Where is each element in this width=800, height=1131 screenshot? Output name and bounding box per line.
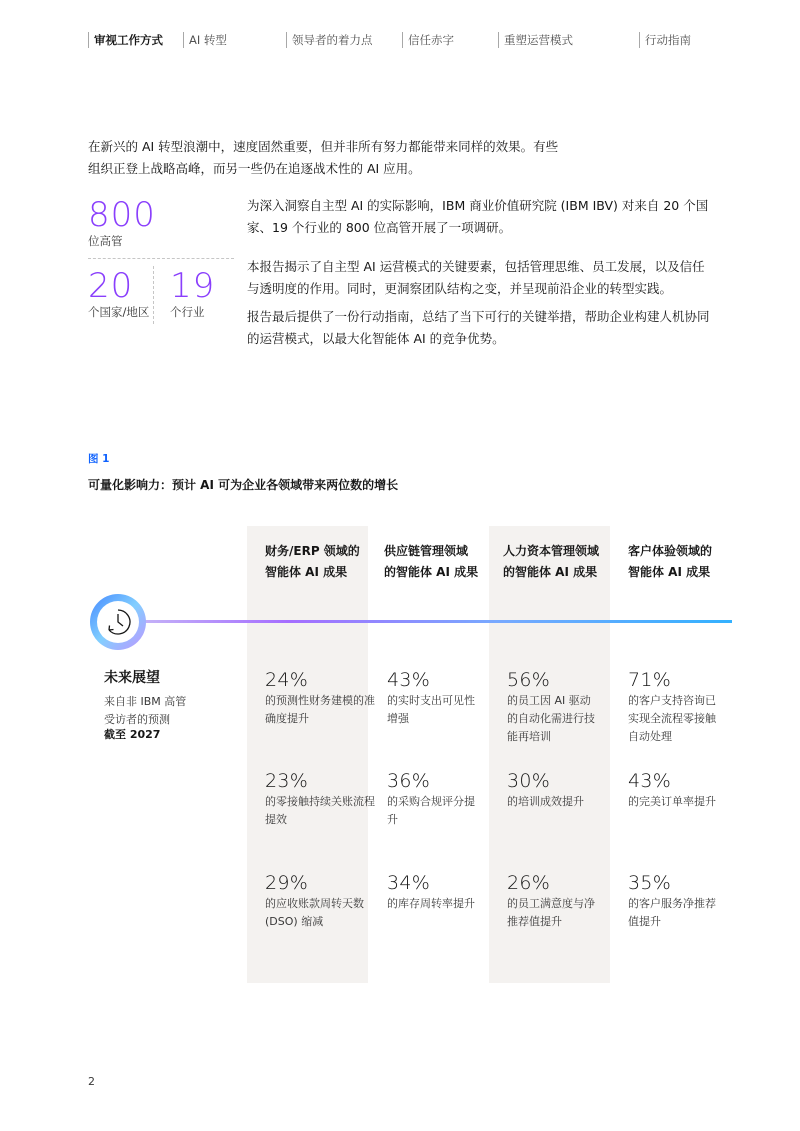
clock-icon <box>90 594 146 650</box>
stat-industries-value: 19 <box>170 266 216 306</box>
metric-item <box>387 872 477 913</box>
metric-description: 的培训成效提升 <box>507 795 584 808</box>
stat-countries-label: 个国家/地区 <box>88 305 150 319</box>
stat-executives-label: 位高管 <box>88 234 123 248</box>
clock-arrow-icon <box>97 601 139 643</box>
stat-industries-label: 个行业 <box>170 305 205 319</box>
metric-value: 35% <box>628 872 672 894</box>
metric-description: 的客户服务净推荐值提升 <box>628 897 716 928</box>
column-header-line: 智能体 AI 成果 <box>628 565 711 579</box>
metric-description: 的预测性财务建模的准确度提升 <box>265 694 375 725</box>
metric-description: 的采购合规评分提升 <box>387 795 475 826</box>
nav-item-operating-model[interactable]: 重塑运营模式 <box>504 33 573 47</box>
body-paragraph: 为深入洞察自主型 AI 的实际影响，IBM 商业价值研究院 (IBM IBV) 对来自 20 个国家、19 个行业的 800 位高管开展了一项调研。 <box>247 198 709 235</box>
body-paragraph: 报告最后提供了一份行动指南，总结了当下可行的关键举措，帮助企业构建人机协同的运营模式，以最大化智能体 AI 的竞争优势。 <box>247 309 710 346</box>
metric-item <box>265 872 375 931</box>
nav-item-leader-focus[interactable]: 领导者的着力点 <box>292 33 373 47</box>
stat-countries-value: 20 <box>88 266 134 306</box>
metric-description: 的应收账款周转天数 (DSO) 缩减 <box>265 897 364 928</box>
metric-description: 的实时支出可见性增强 <box>387 694 475 725</box>
metric-value: 30% <box>507 770 551 792</box>
metric-description: 的完美订单率提升 <box>628 795 716 808</box>
figure-label: 图 1 <box>88 453 110 465</box>
page-number: 2 <box>88 1075 95 1088</box>
column-header-line: 供应链管理领域 <box>384 544 469 558</box>
metric-description: 的员工满意度与净推荐值提升 <box>507 897 595 928</box>
metric-description: 的零接触持续关账流程提效 <box>265 795 375 826</box>
nav-divider <box>498 32 499 48</box>
metric-item <box>628 872 718 931</box>
column-header-line: 的智能体 AI 成果 <box>503 565 598 579</box>
metric-value: 43% <box>387 669 431 691</box>
metric-description: 的员工因 AI 驱动的自动化需进行技能再培训 <box>507 694 595 743</box>
stats-divider <box>88 258 234 259</box>
column-header-line: 的智能体 AI 成果 <box>384 565 479 579</box>
metric-value: 24% <box>265 669 309 691</box>
outlook-subtitle-line: 受访者的预测 <box>104 713 170 726</box>
metric-value: 56% <box>507 669 551 691</box>
stat-executives-value: 800 <box>88 195 156 235</box>
outlook-subtitle <box>104 693 186 729</box>
metric-value: 34% <box>387 872 431 894</box>
column-header-line: 智能体 AI 成果 <box>265 565 348 579</box>
nav-divider <box>639 32 640 48</box>
metric-item <box>507 669 597 746</box>
metric-item <box>507 770 597 811</box>
column-header-line: 财务/ERP 领域的 <box>265 544 360 558</box>
metric-item <box>387 770 477 829</box>
nav-divider <box>183 32 184 48</box>
nav-divider <box>402 32 403 48</box>
nav-divider <box>286 32 287 48</box>
metric-item <box>628 770 718 811</box>
column-header-line: 客户体验领域的 <box>628 544 713 558</box>
body-paragraph: 本报告揭示了自主型 AI 运营模式的关键要素，包括管理思维、员工发展，以及信任与透明度的作用。同时，更洞察团队结构之变，并呈现前沿企业的转型实践。 <box>247 259 705 296</box>
timeline-line <box>140 620 732 623</box>
metric-value: 26% <box>507 872 551 894</box>
metric-item <box>265 770 375 829</box>
outlook-title: 未来展望 <box>104 670 160 686</box>
metric-description: 的客户支持咨询已实现全流程零接触自动处理 <box>628 694 716 743</box>
nav-item-work-review[interactable]: 审视工作方式 <box>94 33 163 47</box>
stats-vertical-divider <box>153 266 154 324</box>
metric-description: 的库存周转率提升 <box>387 897 475 910</box>
column-header-finance <box>265 541 377 583</box>
nav-item-trust-deficit[interactable]: 信任赤字 <box>408 33 454 47</box>
metric-value: 23% <box>265 770 309 792</box>
column-header-line: 人力资本管理领域 <box>503 544 600 558</box>
figure-title: 可量化影响力：预计 AI 可为企业各领域带来两位数的增长 <box>88 478 399 492</box>
column-header-hcm <box>503 541 615 583</box>
metric-item <box>628 669 718 746</box>
nav-item-ai-transformation[interactable]: AI 转型 <box>189 33 227 47</box>
intro-paragraph: 在新兴的 AI 转型浪潮中，速度固然重要，但并非所有努力都能带来同样的效果。有些组织正登上战略高峰，而另一些仍在追逐战术性的 AI 应用。 <box>88 139 559 176</box>
nav-item-action-guide[interactable]: 行动指南 <box>645 33 691 47</box>
column-header-customer-experience <box>628 541 740 583</box>
metric-value: 71% <box>628 669 672 691</box>
metric-item <box>507 872 597 931</box>
outlook-subtitle-line: 来自非 IBM 高管 <box>104 695 187 708</box>
nav-divider <box>88 32 89 48</box>
column-header-supply-chain <box>384 541 496 583</box>
clock-face <box>97 601 139 643</box>
metric-value: 43% <box>628 770 672 792</box>
metric-item <box>387 669 477 728</box>
metric-value: 29% <box>265 872 309 894</box>
metric-item <box>265 669 375 728</box>
metric-value: 36% <box>387 770 431 792</box>
outlook-date: 截至 2027 <box>104 728 161 741</box>
